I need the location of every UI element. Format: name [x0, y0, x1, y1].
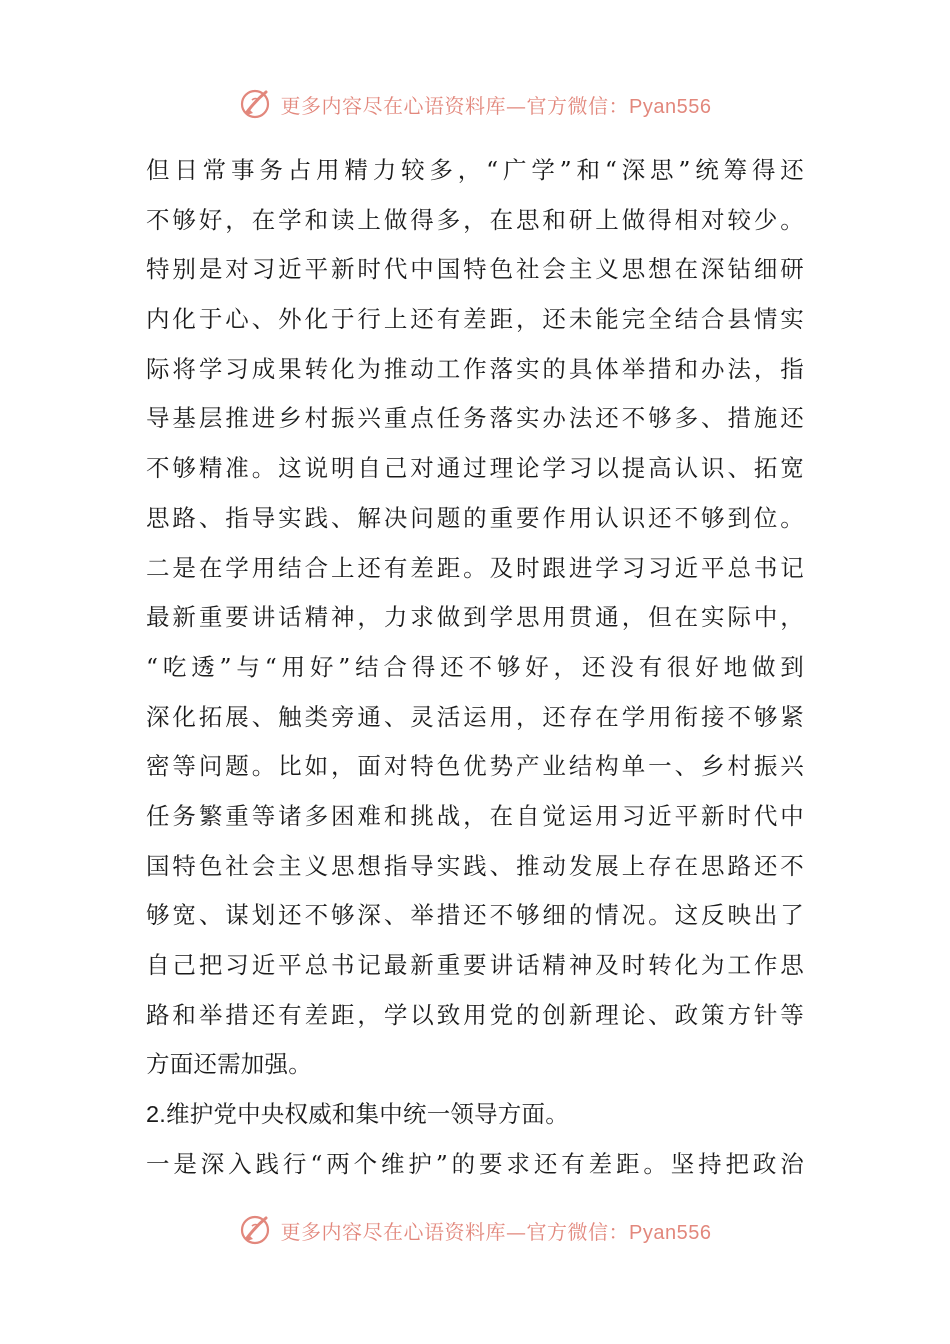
body-line-3: 特别是对习近平新时代中国特色社会主义思想在深钻细研	[146, 255, 804, 284]
body-line-2: 不够好，在学和读上做得多，在思和研上做得相对较少。	[146, 205, 804, 234]
footer-watermark-label: 更多内容尽在心语资料库—官方微信：	[280, 1219, 630, 1244]
footer-watermark-handle: Pyan556	[629, 1221, 712, 1244]
body-line-7: 不够精准。这说明自己对通过理论学习以提高认识、拓宽	[146, 454, 804, 483]
section-heading-text: 维护党中央权威和集中统一领导方面。	[166, 1100, 569, 1129]
header-watermark-banner	[0, 84, 950, 124]
section-number: 2.	[146, 1101, 166, 1128]
body-line-12: 深化拓展、触类旁通、灵活运用，还存在学用衔接不够紧	[146, 702, 804, 731]
header-watermark-handle: Pyan556	[629, 95, 712, 118]
body-line-final: 一是深入践行“两个维护”的要求还有差距。坚持把政治	[146, 1149, 804, 1178]
body-line-15: 国特色社会主义思想指导实践、推动发展上存在思路还不	[146, 851, 804, 880]
body-line-14: 任务繁重等诸多困难和挑战，在自觉运用习近平新时代中	[146, 801, 804, 830]
section-heading	[146, 1090, 804, 1140]
header-watermark-label: 更多内容尽在心语资料库—官方微信：	[280, 93, 630, 118]
document-body	[146, 146, 804, 1189]
body-line-18: 路和举措还有差距，学以致用党的创新理论、政策方针等	[146, 1000, 804, 1029]
footer-watermark-text	[281, 1216, 712, 1245]
body-line-4: 内化于心、外化于行上还有差距，还未能完全结合县情实	[146, 305, 804, 334]
body-line-11: “吃透”与“用好”结合得还不够好，还没有很好地做到	[146, 652, 804, 681]
body-line-17: 自己把习近平总书记最新重要讲话精神及时转化为工作思	[146, 951, 804, 979]
pen-logo-icon	[239, 87, 273, 121]
body-line-10: 最新重要讲话精神，力求做到学思用贯通，但在实际中，	[146, 603, 804, 632]
body-line-16: 够宽、谋划还不够深、举措还不够细的情况。这反映出了	[146, 901, 804, 930]
footer-watermark-banner	[0, 1210, 950, 1250]
header-watermark-text	[281, 90, 712, 119]
body-line-1: 但日常事务占用精力较多，“广学”和“深思”统筹得还	[146, 156, 804, 184]
body-line-8: 思路、指导实践、解决问题的重要作用认识还不够到位。	[146, 503, 804, 532]
body-line-9: 二是在学用结合上还有差距。及时跟进学习习近平总书记	[146, 553, 804, 582]
body-line-5: 际将学习成果转化为推动工作落实的具体举措和办法，指	[146, 354, 804, 383]
body-line-19: 方面还需加强。	[146, 1050, 312, 1079]
pen-logo-icon	[239, 1213, 273, 1247]
body-line-13: 密等问题。比如，面对特色优势产业结构单一、乡村振兴	[146, 752, 804, 781]
body-line-6: 导基层推进乡村振兴重点任务落实办法还不够多、措施还	[146, 404, 804, 433]
